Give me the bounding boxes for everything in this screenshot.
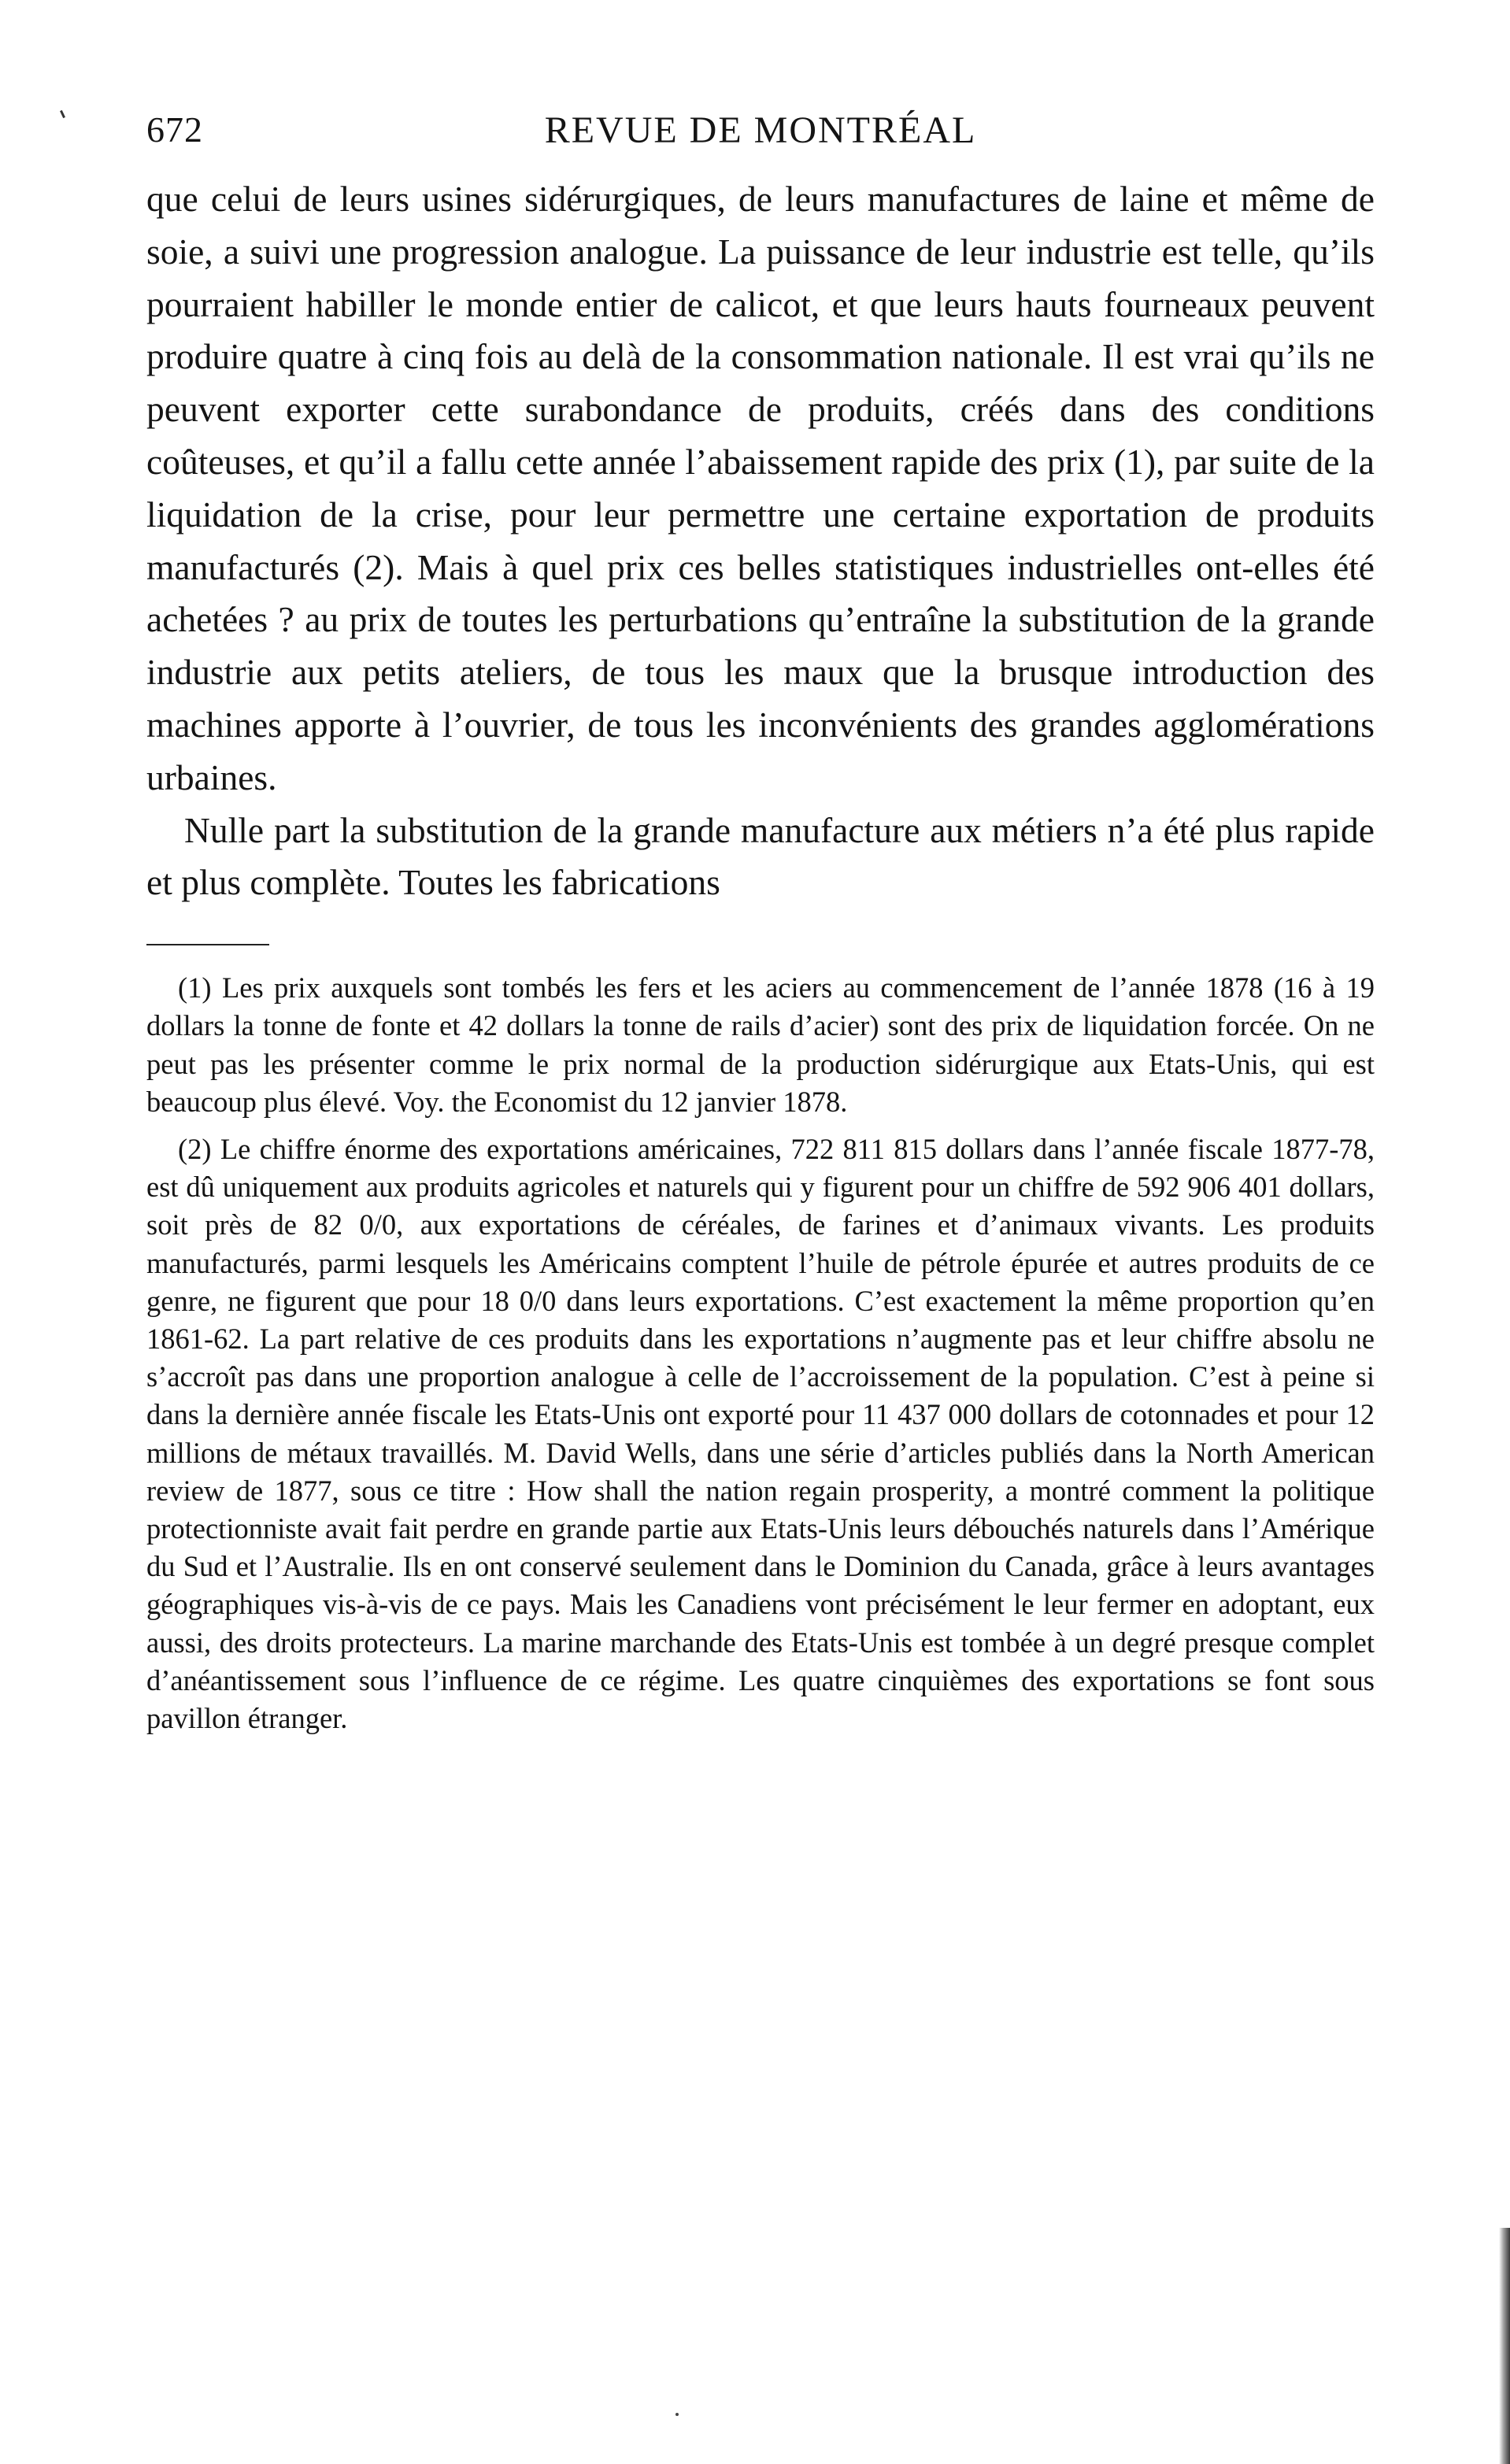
main-text — [146, 173, 1375, 909]
scan-edge-shadow — [1499, 2228, 1510, 2464]
page-header — [146, 94, 1375, 165]
book-page — [146, 94, 1375, 1747]
scan-dot — [675, 2413, 679, 2416]
paragraph-continued: que celui de leurs usines sidérurgiques, de leurs manufactures de laine et même de soie, a suivi une progression analogue. La puissance de leur industrie est telle, qu’ils pourraient habiller le monde entier de calicot, et que leurs hauts fourneaux peuvent produire quatre à cinq fois au delà de la consommation nationale. Il est vrai qu’ils ne peuvent exporter cette surabondance de produits, créés dans des conditions coûteuses, et qu’il a fallu cette année l’abaissement rapide des prix (1), par suite de la liquidation de la crise, pour leur permettre une certaine exportation de produits manufacturés (2). Mais à quel prix ces belles statistiques industrielles ont-elles été achetées ? au prix de toutes les perturbations qu’entraîne la substitution de la grande industrie aux petits ateliers, de tous les maux que la brusque introduction des machines apporte à l’ouvrier, de tous les inconvénients des grandes agglomérations urbaines. — [146, 179, 1375, 797]
footnotes — [146, 969, 1375, 1737]
footnote-1: (1) Les prix auxquels sont tombés les fers et les aciers au commencement de l’année 1878 (16 à 19 dollars la tonne de fonte et 42 dollars la tonne de rails d’acier) sont des prix de liquidation forcée. On ne peut pas les présenter comme le prix normal de la production sidérurgique aux Etats-Unis, qui est beaucoup plus élevé. Voy. the Economist du 12 janvier 1878. — [146, 971, 1375, 1118]
paragraph-2: Nulle part la substitution de la grande manufacture aux métiers n’a été plus rapide et plus complète. Toutes les fabrications — [146, 809, 1375, 903]
footnote-separator — [146, 944, 269, 945]
footnote-2: (2) Le chiffre énorme des exportations américaines, 722 811 815 dollars dans l’année fiscale 1877-78, est dû uniquement aux produits agricoles et naturels qui y figurent pour un chiffre de 592 906 401 dollars, soit près de 82 0/0, aux exportations de céréales, de farines et d’animaux vivants. Les produits manufacturés, parmi lesquels les Américains comptent l’huile de pétrole épurée et autres produits de ce genre, ne figurent que pour 18 0/0 dans leurs exportations. C’est exactement la même proportion qu’en 1861-62. La part relative de ces produits dans les exportations n’augmente pas et leur chiffre absolu ne s’accroît pas dans une proportion analogue à celle de l’accroissement de la population. C’est à peine si dans la dernière année fiscale les Etats-Unis ont exporté pour 11 437 000 dollars de cotonnades et pour 12 millions de métaux travaillés. M. David Wells, dans une série d’articles publiés dans la North American review de 1877, sous ce titre : How shall the nation regain prosperity, a montré comment la politique protectionniste avait fait perdre en grande partie aux Etats-Unis leurs débouchés naturels dans l’Amérique du Sud et l’Australie. Ils en ont conservé seulement dans le Dominion du Canada, grâce à leurs avantages géographiques vis-à-vis de ce pays. Mais les Canadiens vont précisément le leur fermer en adoptant, eux aussi, des droits protecteurs. La marine marchande des Etats-Unis est tombée à un degré presque complet d’anéantissement sous l’influence de ce régime. Les quatre cinquièmes des exportations se font sous pavillon étranger. — [146, 1132, 1375, 1735]
running-title: REVUE DE MONTRÉAL — [544, 109, 977, 151]
scan-speck — [60, 110, 65, 118]
page-number: 672 — [146, 109, 203, 150]
